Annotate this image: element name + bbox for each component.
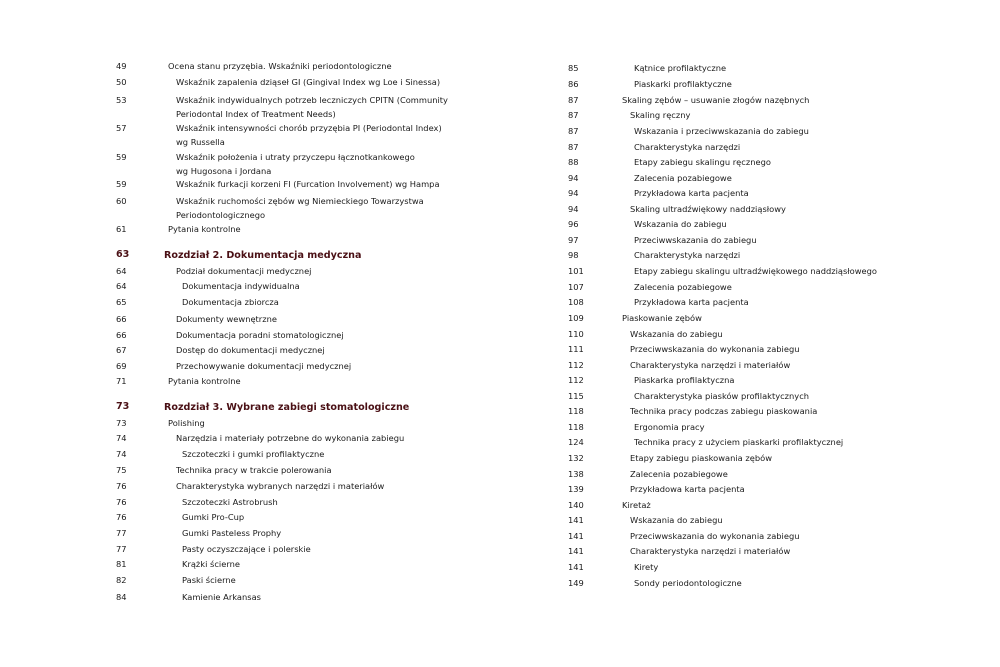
toc-entry-title: Podział dokumentacji medycznej (176, 266, 312, 276)
toc-entry-title: Ocena stanu przyzębia. Wskaźniki periodontologiczne (168, 61, 392, 71)
toc-entry-title: Etapy zabiegu skalingu ultradźwiękowego naddziąsłowego (634, 266, 877, 276)
toc-page-number: 59 (116, 179, 127, 189)
toc-page-number: 85 (568, 63, 579, 73)
toc-entry-title: Dokumentacja indywidualna (182, 281, 300, 291)
toc-entry-title: Charakterystyka narzędzi (634, 142, 741, 152)
toc-page-number: 73 (116, 418, 127, 428)
toc-entry-title: Rozdział 3. Wybrane zabiegi stomatologiczne (164, 402, 410, 413)
toc-page-number: 124 (568, 437, 584, 447)
toc-entry-title: Zalecenia pozabiegowe (634, 282, 732, 292)
toc-page-number: 141 (568, 562, 584, 572)
toc-page-number: 84 (116, 592, 127, 602)
toc-page-number: 66 (116, 330, 127, 340)
toc-page-number: 57 (116, 123, 127, 133)
toc-entry-title: Wskazania do zabiegu (630, 329, 723, 339)
toc-entry-title: Piaskowanie zębów (622, 313, 702, 323)
toc-page-number: 112 (568, 375, 584, 385)
toc-page-number: 94 (568, 188, 579, 198)
toc-entry-title: Paski ścierne (182, 575, 236, 585)
toc-page-number: 65 (116, 297, 127, 307)
toc-page-number: 141 (568, 515, 584, 525)
toc-page-number: 112 (568, 360, 584, 370)
toc-page-number: 118 (568, 422, 584, 432)
toc-entry-title: Przeciwwskazania do wykonania zabiegu (630, 531, 800, 541)
toc-entry-title: Gumki Pasteless Prophy (182, 528, 282, 538)
toc-page-number: 88 (568, 157, 579, 167)
toc-entry-title: Wskaźnik indywidualnych potrzeb leczniczych CPITN (Community (176, 95, 448, 105)
toc-page-number: 141 (568, 531, 584, 541)
toc-page-number: 98 (568, 250, 579, 260)
toc-entry-title: Dokumentacja zbiorcza (182, 297, 279, 307)
toc-page-number: 66 (116, 314, 127, 324)
toc-page-number: 108 (568, 297, 584, 307)
toc-entry-title: Szczoteczki Astrobrush (182, 497, 278, 507)
toc-entry-title: Narzędzia i materiały potrzebne do wykonania zabiegu (176, 433, 405, 443)
toc-entry-title: Przykładowa karta pacjenta (634, 297, 749, 307)
toc-page-number: 76 (116, 481, 127, 491)
toc-entry-title: Wskazania do zabiegu (634, 219, 727, 229)
toc-page-number: 97 (568, 235, 579, 245)
toc-page-number: 140 (568, 500, 584, 510)
toc-entry-title: Przeciwwskazania do zabiegu (634, 235, 757, 245)
toc-entry-title: Wskazania do zabiegu (630, 515, 723, 525)
toc-page-number: 63 (116, 249, 130, 260)
toc-entry-title: Charakterystyka narzędzi i materiałów (630, 546, 791, 556)
toc-entry-title: Szczoteczki i gumki profilaktyczne (182, 449, 325, 459)
toc-entry-title: Kątnice profilaktyczne (634, 63, 727, 73)
toc-entry-title: Technika pracy z użyciem piaskarki profilaktycznej (634, 437, 844, 447)
toc-page-number: 75 (116, 465, 127, 475)
toc-entry-title-continued: Periodontal Index of Treatment Needs) (176, 109, 336, 119)
toc-page-number: 132 (568, 453, 584, 463)
toc-entry-title: Skaling zębów – usuwanie złogów nazębnych (622, 95, 810, 105)
toc-entry-title: Pytania kontrolne (168, 224, 241, 234)
toc-entry-title: Kiretaż (622, 500, 651, 510)
toc-entry-title: Zalecenia pozabiegowe (630, 469, 728, 479)
toc-page-number: 69 (116, 361, 127, 371)
toc-entry-title: Technika pracy podczas zabiegu piaskowania (630, 406, 818, 416)
toc-page-number: 139 (568, 484, 584, 494)
toc-entry-title-continued: wg Hugosona i Jordana (176, 166, 272, 176)
toc-page-number: 82 (116, 575, 127, 585)
toc-page-number: 76 (116, 497, 127, 507)
toc-entry-title: Przykładowa karta pacjenta (630, 484, 745, 494)
toc-page-number: 115 (568, 391, 584, 401)
toc-entry-title: Dostęp do dokumentacji medycznej (176, 345, 325, 355)
toc-entry-title: Charakterystyka narzędzi (634, 250, 741, 260)
toc-entry-title: Dokumenty wewnętrzne (176, 314, 277, 324)
toc-entry-title-continued: wg Russella (176, 137, 225, 147)
toc-entry-title: Ergonomia pracy (634, 422, 705, 432)
toc-page-number: 149 (568, 578, 584, 588)
toc-entry-title: Sondy periodontologiczne (634, 578, 742, 588)
toc-page-number: 74 (116, 449, 127, 459)
toc-page-number: 77 (116, 544, 127, 554)
toc-page-number: 77 (116, 528, 127, 538)
toc-entry-title: Piaskarka profilaktyczna (634, 375, 735, 385)
toc-entry-title: Piaskarki profilaktyczne (634, 79, 732, 89)
toc-page-number: 87 (568, 95, 579, 105)
toc-page-number: 71 (116, 376, 127, 386)
toc-entry-title: Wskaźnik furkacji korzeni FI (Furcation Involvement) wg Hampa (176, 179, 440, 189)
toc-entry-title: Wskaźnik zapalenia dziąseł GI (Gingival Index wg Loe i Sinessa) (176, 77, 441, 87)
toc-entry-title: Charakterystyka narzędzi i materiałów (630, 360, 791, 370)
toc-entry-title: Skaling ultradźwiękowy naddziąsłowy (630, 204, 786, 214)
toc-page-number: 74 (116, 433, 127, 443)
toc-page-number: 111 (568, 344, 584, 354)
toc-entry-title: Pasty oczyszczające i polerskie (182, 544, 311, 554)
toc-entry-title: Wskaźnik intensywności chorób przyzębia PI (Periodontal Index) (176, 123, 442, 133)
toc-page-number: 67 (116, 345, 127, 355)
toc-entry-title: Przechowywanie dokumentacji medycznej (176, 361, 352, 371)
toc-page-number: 94 (568, 173, 579, 183)
toc-entry-title: Etapy zabiegu piaskowania zębów (630, 453, 772, 463)
toc-page-number: 109 (568, 313, 584, 323)
toc-page-number: 76 (116, 512, 127, 522)
toc-entry-title: Skaling ręczny (630, 110, 691, 120)
toc-entry-title: Etapy zabiegu skalingu ręcznego (634, 157, 771, 167)
toc-page-number: 50 (116, 77, 127, 87)
toc-entry-title: Wskaźnik ruchomości zębów wg Niemieckiego Towarzystwa (176, 196, 424, 206)
toc-entry-title: Polishing (168, 418, 205, 428)
toc-page-number: 64 (116, 266, 127, 276)
toc-entry-title: Przeciwwskazania do wykonania zabiegu (630, 344, 800, 354)
toc-entry-title: Dokumentacja poradni stomatologicznej (176, 330, 344, 340)
toc-page-number: 64 (116, 281, 127, 291)
toc-page-number: 59 (116, 152, 127, 162)
toc-entry-title: Kamienie Arkansas (182, 592, 261, 602)
toc-entry-title: Rozdział 2. Dokumentacja medyczna (164, 250, 362, 261)
toc-entry-title: Charakterystyka wybranych narzędzi i materiałów (176, 481, 385, 491)
toc-entry-title: Kirety (634, 562, 659, 572)
toc-page-number: 87 (568, 142, 579, 152)
toc-page-number: 141 (568, 546, 584, 556)
toc-page-number: 81 (116, 559, 127, 569)
toc-page-number: 110 (568, 329, 584, 339)
toc-entry-title: Technika pracy w trakcie polerowania (176, 465, 332, 475)
toc-page-number: 86 (568, 79, 579, 89)
toc-entry-title: Krążki ścierne (182, 559, 240, 569)
toc-entry-title: Gumki Pro-Cup (182, 512, 245, 522)
toc-page-number: 118 (568, 406, 584, 416)
toc-page-number: 53 (116, 95, 127, 105)
toc-page-number: 87 (568, 110, 579, 120)
toc-page-number: 107 (568, 282, 584, 292)
toc-entry-title: Wskaźnik położenia i utraty przyczepu łącznotkankowego (176, 152, 415, 162)
toc-entry-title: Przykładowa karta pacjenta (634, 188, 749, 198)
toc-page-number: 61 (116, 224, 127, 234)
toc-entry-title: Pytania kontrolne (168, 376, 241, 386)
toc-page-number: 138 (568, 469, 584, 479)
toc-page-number: 73 (116, 401, 130, 412)
toc-entry-title: Charakterystyka piasków profilaktycznych (634, 391, 810, 401)
toc-page-number: 87 (568, 126, 579, 136)
toc-entry-title: Wskazania i przeciwwskazania do zabiegu (634, 126, 809, 136)
toc-page-number: 49 (116, 61, 127, 71)
toc-entry-title-continued: Periodontologicznego (176, 210, 266, 220)
toc-entry-title: Zalecenia pozabiegowe (634, 173, 732, 183)
toc-page-number: 94 (568, 204, 579, 214)
toc-page-number: 96 (568, 219, 579, 229)
toc-page-number: 60 (116, 196, 127, 206)
toc-page-number: 101 (568, 266, 584, 276)
